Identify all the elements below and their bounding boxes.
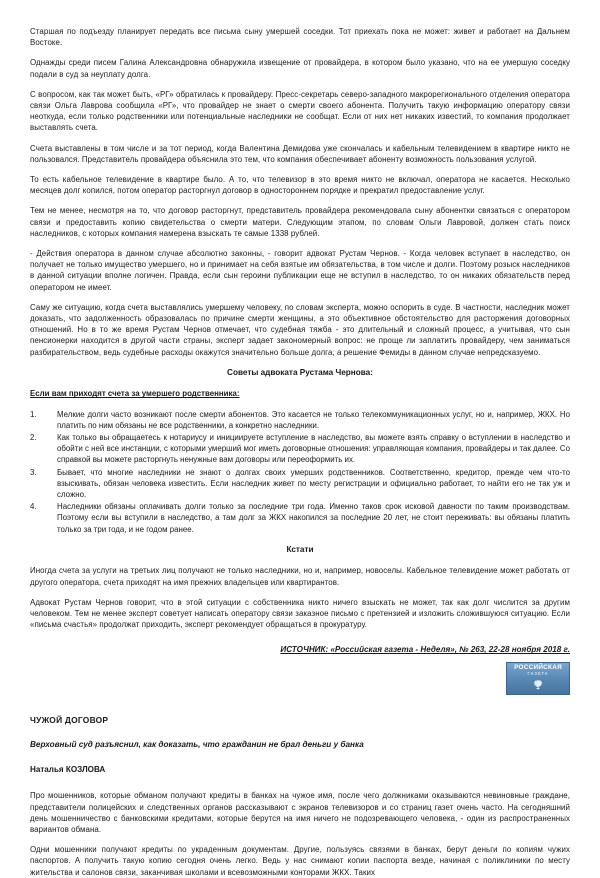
list-item-text: Бывает, что многие наследники не знают о долгах своих умерших родственников. Соответственно, кредитор, прежде чем что-то взыскивать, обязан человека известить. Если наследник живет по месту регистрации и официально работает, то найти его не так уж и сложно. xyxy=(57,467,570,499)
article-2 xyxy=(30,715,570,877)
paragraph: Счета выставлены в том числе и за тот период, когда Валентина Демидова уже скончалась и кабельным телевидением в квартире никто не пользовался. Представитель провайдера объяснила это тем, что компания обеспечивает абоненту возможность пользования услугой. xyxy=(30,143,570,164)
postscript-heading: Кстати xyxy=(286,544,314,554)
list-item-number: 1. xyxy=(30,409,37,419)
logo-line-2: ГАЗЕТА xyxy=(527,671,549,677)
paragraph: Однажды среди писем Галина Александровна обнаружила извещение от провайдера, в котором было указано, что на ее умершую соседку подали в суд за неуплату долга. xyxy=(30,58,570,79)
list-item-number: 2. xyxy=(30,432,37,442)
article-subtitle: Верховный суд разъяснил, как доказать, что гражданин не брал деньги у банка xyxy=(30,740,364,750)
list-item-number: 4. xyxy=(30,502,37,512)
advice-lead: Если вам приходят счета за умершего родственника: xyxy=(30,389,240,399)
list-item xyxy=(30,467,570,501)
logo-container xyxy=(30,662,570,695)
list-item xyxy=(30,432,570,466)
source-attribution: ИСТОЧНИК: «Российская газета - Неделя», № 263, 22-28 ноября 2018 г. xyxy=(280,645,570,655)
paragraph: - Действия оператора в данном случае абсолютно законны, - говорит адвокат Рустам Чернов. - Когда человек вступает в наследство, он получает не только имущество умершего, но и принимает на себя взятые им обязательства, в том числе и долги. Поэтому розыск наследников в данной ситуации вполне логичен. Правда, если сын героини публикации еще не вступил в наследство, то он никаких обязательств перед оператором не имеет. xyxy=(30,249,570,292)
paragraph: Тем не менее, несмотря на то, что договор расторгнут, представитель провайдера рекомендовала сыну абонентки связаться с оператором связи и предоставить копию свидетельства о смерти матери. Следующим этапом, по словам Ольги Лавровой, должен стать поиск наследников, с которых компания намерена взыскать те самые 1338 рублей. xyxy=(30,206,570,238)
list-item xyxy=(30,501,570,535)
paragraph: Адвокат Рустам Чернов говорит, что в этой ситуации с собственника никто ничего взыскать не может, так как долг числится за другим человеком. Тем не менее эксперт советует написать оператору связи заказное письмо с претензией и изложить сложившуюся ситуацию. Если «письма счастья» продолжат приходить, эксперт рекомендует обращаться в прокуратуру. xyxy=(30,597,570,630)
paragraph: Иногда счета за услуги на третьих лиц получают не только наследники, но и, например, новоселы. Кабельное телевидение может работать от другого оператора, счета приходят на имя прежних владельцев или квартирантов. xyxy=(30,566,570,587)
section-divider xyxy=(30,695,570,715)
logo-line-1: РОССИЙСКАЯ xyxy=(514,664,562,672)
advice-heading: Советы адвоката Рустама Чернова: xyxy=(227,367,373,377)
paragraph: С вопросом, как так может быть, «РГ» обратилась к провайдеру. Пресс-секретарь северо-западного макрорегионального отделения оператора связи Ольга Лаврова сообщила «РГ», что провайдер не знает о смерти своего абонента. Получить такую информацию оператору связи неоткуда, если только родственники или потенциальные наследники не сообщат. Если от них нет никаких известий, то компания продолжает выставлять счета. xyxy=(30,89,570,133)
paragraph: Про мошенников, которые обманом получают кредиты в банках на чужое имя, после чего должниками оказываются невиновные граждане, представители полицейских и следственных органов рассказывают с экранов телевизоров и со страниц газет очень часто. На сегодняшний день мошенничество с банковскими кредитами, которые берутся на имя ничего не подозревающего человека, - один из распространенных вариантов обмана. xyxy=(30,791,570,834)
advice-list xyxy=(30,409,570,535)
article-author: Наталья КОЗЛОВА xyxy=(30,765,106,775)
paragraph: То есть кабельное телевидение в квартире было. А то, что телевизор в это время никто не включал, оператора не касается. Несколько месяцев долг копился, потом оператор расторгнул договор в одностороннем порядке и прекратил предоставление услуг. xyxy=(30,175,570,196)
list-item xyxy=(30,409,570,431)
list-item-text: Как только вы обращаетесь к нотариусу и инициируете вступление в наследство, вы можете взять справку о вступлении в наследство и обойти с ней все инстанции, с которыми умерший мог иметь договорные отношения: управляющая компания, провайдеры и так далее. Со справкой вы можете расторгнуть ненужные вам договоры или переоформить их. xyxy=(57,432,570,465)
paragraph: Одни мошенники получают кредиты по украденным документам. Другие, пользуясь связями в банках, берут деньги по копиям чужих паспортов. А получить такую копию сегодня очень легко. Ведь у нас снимают копии паспорта везде, начиная с поликлиники по месту жительства и салонов связи, заканчивая школами и всевозможными конторами ЖКХ. Таких xyxy=(30,845,570,877)
list-item-text: Наследники обязаны оплачивать долги только за последние три года. Именно таков срок исковой давности по таким производствам. Поэтому если вы вступили в наследство, а там долг за ЖКХ накопился за последние 20 лет, не стоит переживать: вы обязаны платить только за три года, и не годом ранее. xyxy=(57,502,570,534)
paragraph: Саму же ситуацию, когда счета выставлялись умершему человеку, по словам эксперта, можно оспорить в суде. В частности, наследник может доказать, что задолженность образовалась по причине смерти женщины, а это объективное обстоятельство для расторжения договорных отношений. Но в то же время Рустам Чернов отмечает, что судебная тяжба - это длительный и сложный процесс, а учитывая, что сын пенсионерки находится в другой части страны, эксперт задает закономерный вопрос: не проще ли заплатить провайдеру, чем заниматься разбирательством, ведь судебные расходы окажутся значительно больше долга, а решение Фемиды в данном случае непредсказуемо. xyxy=(30,302,570,357)
paragraph: Старшая по подъезду планирует передать все письма сыну умершей соседки. Тот приехать пока не может: живет и работает на Дальнем Востоке. xyxy=(30,27,570,48)
list-item-text: Мелкие долги часто возникают после смерти абонентов. Это касается не только телекоммуникационных услуг, но и, например, ЖКХ. Но платить по ним обязаны не все родственники, а конкретно наследники. xyxy=(57,409,570,430)
double-headed-eagle-icon xyxy=(531,677,546,692)
rossiyskaya-gazeta-logo xyxy=(506,662,570,695)
list-item-number: 3. xyxy=(30,467,37,477)
article-title: ЧУЖОЙ ДОГОВОР xyxy=(30,715,109,726)
article-1 xyxy=(30,26,570,695)
